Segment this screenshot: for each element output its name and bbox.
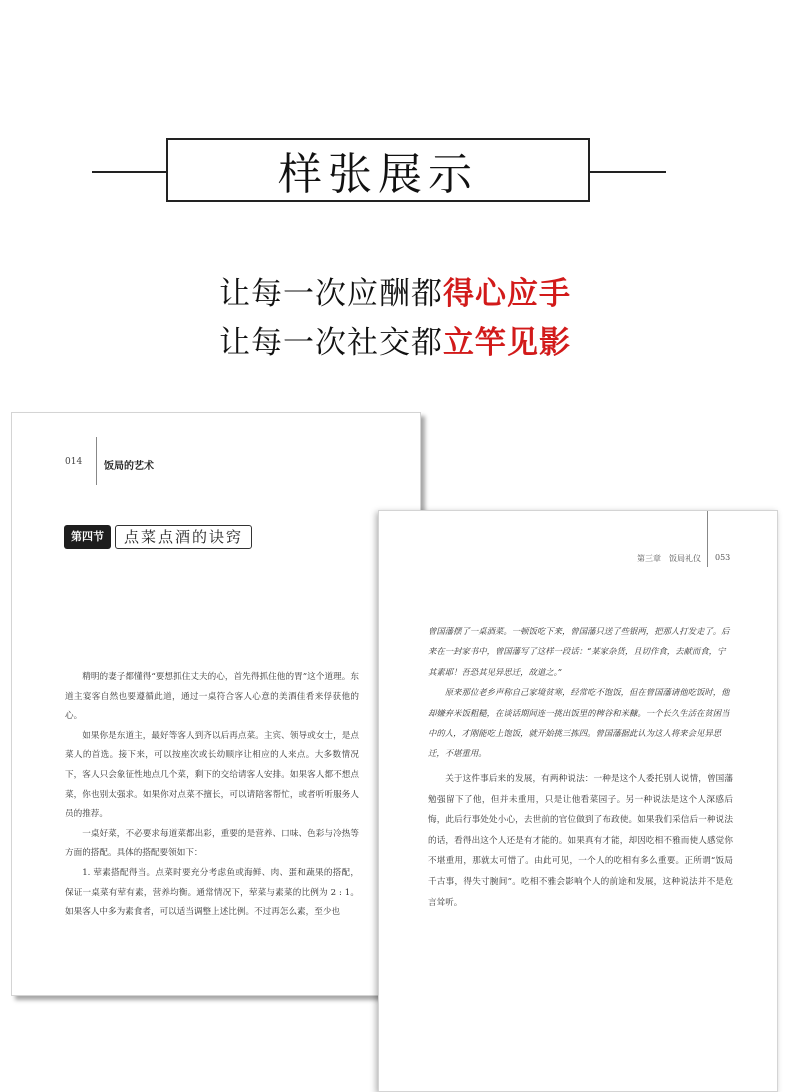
paragraph: 1. 荤素搭配得当。点菜时要充分考虑鱼或海鲜、肉、蛋和蔬果的搭配，保证一桌菜有荤有素，营养均衡。通常情况下，荤菜与素菜的比例为 2 : 1。如果客人中多为素食者，可以适当调整上述比例。不过再怎么素，至少也 [65,867,359,918]
paragraph: 一桌好菜，不必要求每道菜都出彩，重要的是营养、口味、色彩与冷热等方面的搭配。具体的搭配要领如下： [65,828,359,859]
title-rule-right [590,171,666,173]
paragraph: 精明的妻子都懂得“要想抓住丈夫的心，首先得抓住他的胃”这个道理。东道主宴客自然也要遵循此道，通过一桌符合客人心意的美酒佳肴来俘获他的心。 [65,672,359,722]
header-divider [96,437,97,485]
header-divider [707,511,708,567]
page-number: 053 [715,553,731,562]
page-title: 样张展示 [166,138,590,202]
page-number: 014 [65,457,83,467]
paragraph: 关于这件事后来的发展，有两种说法：一种是这个人委托别人说情，曾国藩勉强留下了他，但并未重用，只是让他看菜园子。另一种说法是这个人深感后悔，此后行事处处小心，去世前的官位做到了布政使。如果我们采信后一种说法的话，看得出这个人还是有才能的。如果真有才能，却因吃相不雅而使人感觉你不堪重用，那就太可惜了。由此可见，一个人的吃相有多么重要。正所谓“饭局千古事，得失寸腕间”。吃相不雅会影响个人的前途和发展，这种说法并不是危言耸听。 [428,774,733,908]
slogan-prefix: 让每一次应酬都 [219,276,443,312]
slogan-highlight: 立竿见影 [443,325,571,361]
section-title: 点菜点酒的诀窍 [115,525,252,549]
quoted-story-text [428,621,733,764]
paragraph: 曾国藩摆了一桌酒菜。一顿饭吃下来，曾国藩只送了些银两，把那人打发走了。后来在一封家书中，曾国藩写了这样一段话：“某家杂货，且切作食，去献而食，宁其素耶！吾恐其见异思迁，故道之。” [428,626,730,677]
running-head-chapter: 第三章 饭局礼仪 [637,554,701,563]
page-body-text [428,769,733,913]
sample-page-left [11,412,421,996]
slogan-line-2 [0,317,790,362]
paragraph: 原来那位老乡声称自己家境贫寒，经常吃不饱饭，但在曾国藩请他吃饭时，他却嫌弃米饭粗糙，在谈话期间连一挑出饭里的稗谷和米糠。一个长久生活在贫困当中的人，才刚能吃上饱饭，就开始挑三拣四。曾国藩据此认为这人将来会见异思迁，不堪重用。 [428,687,730,759]
section-tag: 第四节 [64,525,111,549]
sample-page-right [378,510,778,1092]
title-rule-left [92,171,166,173]
slogan-line-1 [0,268,790,313]
page-body-text [65,668,359,923]
running-head-title: 饭局的艺术 [104,461,154,472]
paragraph: 如果你是东道主，最好等客人到齐以后再点菜。主宾、领导或女士，是点菜人的首选。接下来，可以按座次或长幼顺序让相应的人来点。大多数情况下，客人只会象征性地点几个菜，剩下的交给请客人安排。如果客人都不想点菜，你也别太强求。如果你对点菜不擅长，可以请陪客帮忙，或者听听服务人员的推荐。 [65,730,359,820]
slogan-highlight: 得心应手 [443,276,571,312]
slogan-prefix: 让每一次社交都 [219,325,443,361]
